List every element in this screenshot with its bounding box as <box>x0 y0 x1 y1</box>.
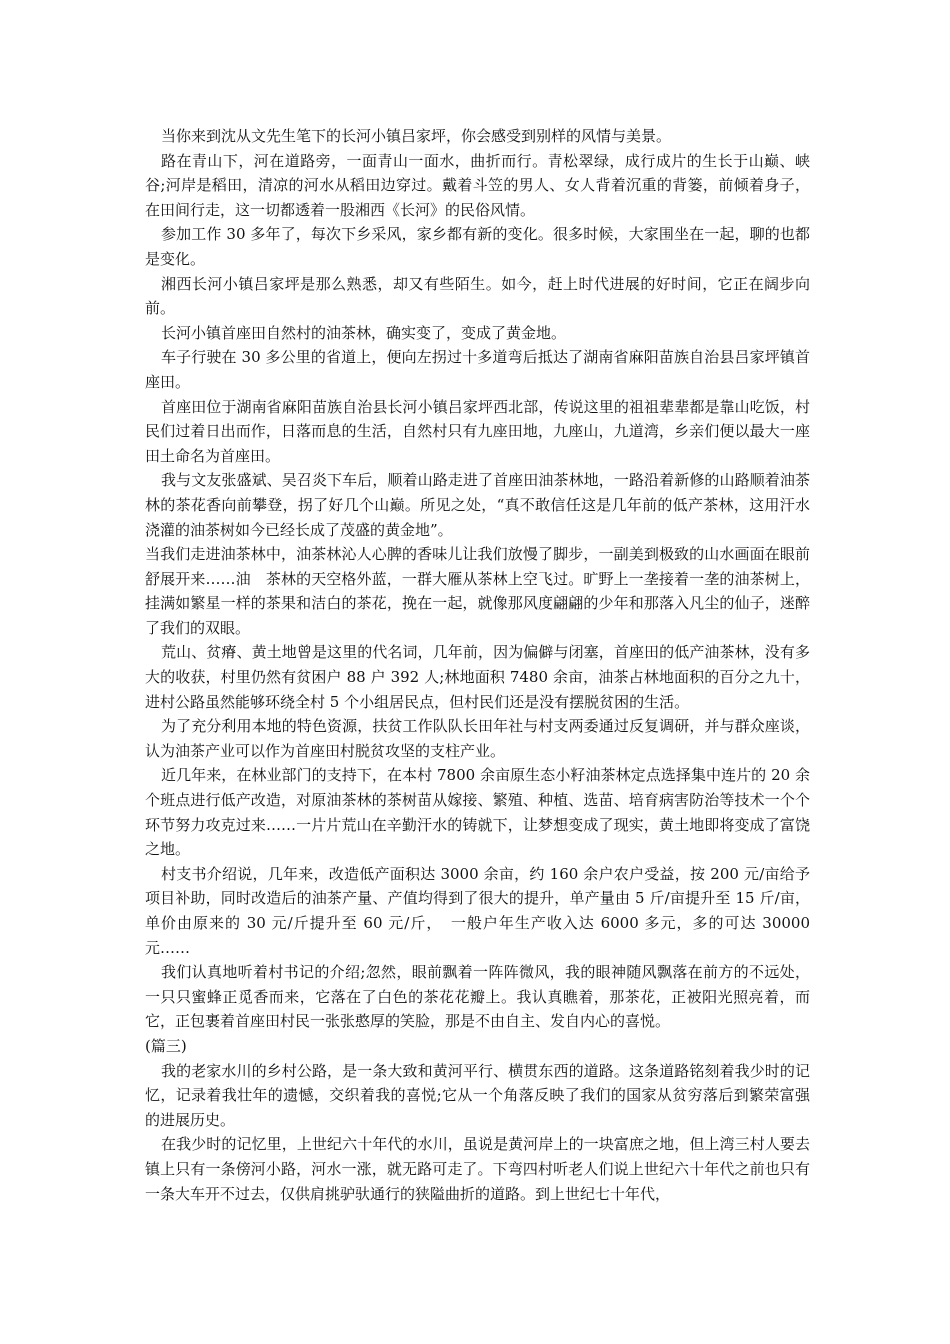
paragraph: 首座田位于湖南省麻阳苗族自治县长河小镇吕家坪西北部，传说这里的祖祖辈辈都是靠山吃饭，村民们过着日出而作，日落而息的生活，自然村只有九座田地，九座山，九道湾，乡亲们便以最大一座田土命名为首座田。 <box>145 397 810 465</box>
paragraph: 在我少时的记忆里，上世纪六十年代的水川，虽说是黄河岸上的一块富庶之地，但上湾三村人要去镇上只有一条傍河小路，河水一涨，就无路可走了。下弯四村听老人们说上世纪六十年代之前也只有一条大车开不过去，仅供肩挑驴驮通行的狭隘曲折的道路。到上世纪七十年代， <box>145 1135 810 1203</box>
paragraph: 我们认真地听着村书记的介绍;忽然，眼前飘着一阵阵微风，我的眼神随风飘落在前方的不远处，一只只蜜蜂正觅香而来，它落在了白色的茶花花瓣上。我认真瞧着，那茶花，正被阳光照亮着，而它，正包裹着首座田村民一张张憨厚的笑脸，那是不由自主、发自内心的喜悦。 <box>145 963 810 1031</box>
paragraph: 参加工作 30 多年了，每次下乡采风，家乡都有新的变化。很多时候，大家围坐在一起，聊的也都是变化。 <box>145 225 810 268</box>
paragraph: 长河小镇首座田自然村的油茶林，确实变了，变成了黄金地。 <box>161 323 567 342</box>
paragraph: 湘西长河小镇吕家坪是那么熟悉，却又有些陌生。如今，赶上时代进展的好时间，它正在阔步向前。 <box>145 274 810 318</box>
paragraph: 荒山、贫瘠、黄土地曾是这里的代名词，几年前，因为偏僻与闭塞，首座田的低产油茶林，没有多大的收获，村里仍然有贫困户 88 户 392 人;林地面积 7480 余亩，油茶占林地面积的百分之九十，进村公路虽然能够环绕全村 5 个小组居民点，但村民们还是没有摆脱贫困的生活。 <box>145 643 810 711</box>
paragraph: 为了充分利用本地的特色资源，扶贫工作队队长田年社与村支两委通过反复调研，并与群众座谈，认为油茶产业可以作为首座田村脱贫攻坚的支柱产业。 <box>145 717 810 760</box>
section-heading: (篇三) <box>145 1036 187 1055</box>
paragraph: 近几年来，在林业部门的支持下，在本村 7800 余亩原生态小籽油茶林定点选择集中连片的 20 余个班点进行低产改造，对原油茶林的茶树苗从嫁接、繁殖、种植、选苗、培育病害防治等技术一个个环节努力攻克过来……一片片荒山在辛勤汗水的铸就下，让梦想变成了现实，黄土地即将变成了富饶之地。 <box>145 766 810 859</box>
paragraph: 当我们走进油茶林中，油茶林沁人心脾的香味儿让我们放慢了脚步，一副美到极致的山水画面在眼前舒展开来……油 茶林的天空格外蓝，一群大雁从茶林上空飞过。旷野上一垄接着一垄的油茶树上，挂满如繁星一样的茶果和洁白的茶花，挽在一起，就像那风度翩翩的少年和那落入凡尘的仙子，迷醉了我们的双眼。 <box>145 545 810 637</box>
paragraph: 村支书介绍说，几年来，改造低产面积达 3000 余亩，约 160 余户农户受益，按 200 元/亩给予项目补助，同时改造后的油茶产量、产值均得到了很大的提升，单产量由 5 斤/亩提升至 15 斤/亩，单价由原来的 30 元/斤提升至 60 元/斤， 一般户年生产收入达 6000 多元，多的可达 30000 元…… <box>145 864 810 957</box>
paragraph: 路在青山下，河在道路旁，一面青山一面水，曲折而行。青松翠绿，成行成片的生长于山巅、峡谷;河岸是稻田，清凉的河水从稻田边穿过。戴着斗笠的男人、女人背着沉重的背篓，前倾着身子，在田间行走，这一切都透着一股湘西《长河》的民俗风情。 <box>145 151 810 219</box>
paragraph: 我的老家水川的乡村公路，是一条大致和黄河平行、横贯东西的道路。这条道路铭刻着我少时的记忆，记录着我壮年的遗憾，交织着我的喜悦;它从一个角落反映了我们的国家从贫穷落后到繁荣富强的进展历史。 <box>145 1061 810 1129</box>
paragraph: 车子行驶在 30 多公里的省道上，便向左拐过十多道弯后抵达了湖南省麻阳苗族自治县吕家坪镇首座田。 <box>145 348 810 391</box>
document-body <box>145 124 810 1206</box>
paragraph: 我与文友张盛斌、吴召炎下车后，顺着山路走进了首座田油茶林地，一路沿着新修的山路顺着油茶林的茶花香向前攀登，拐了好几个山巅。所见之处，“真不敢信任这是几年前的低产茶林，这用汗水浇灌的油茶树如今已经长成了茂盛的黄金地”。 <box>145 471 810 539</box>
paragraph: 当你来到沈从文先生笔下的长河小镇吕家坪，你会感受到别样的风情与美景。 <box>161 127 672 145</box>
